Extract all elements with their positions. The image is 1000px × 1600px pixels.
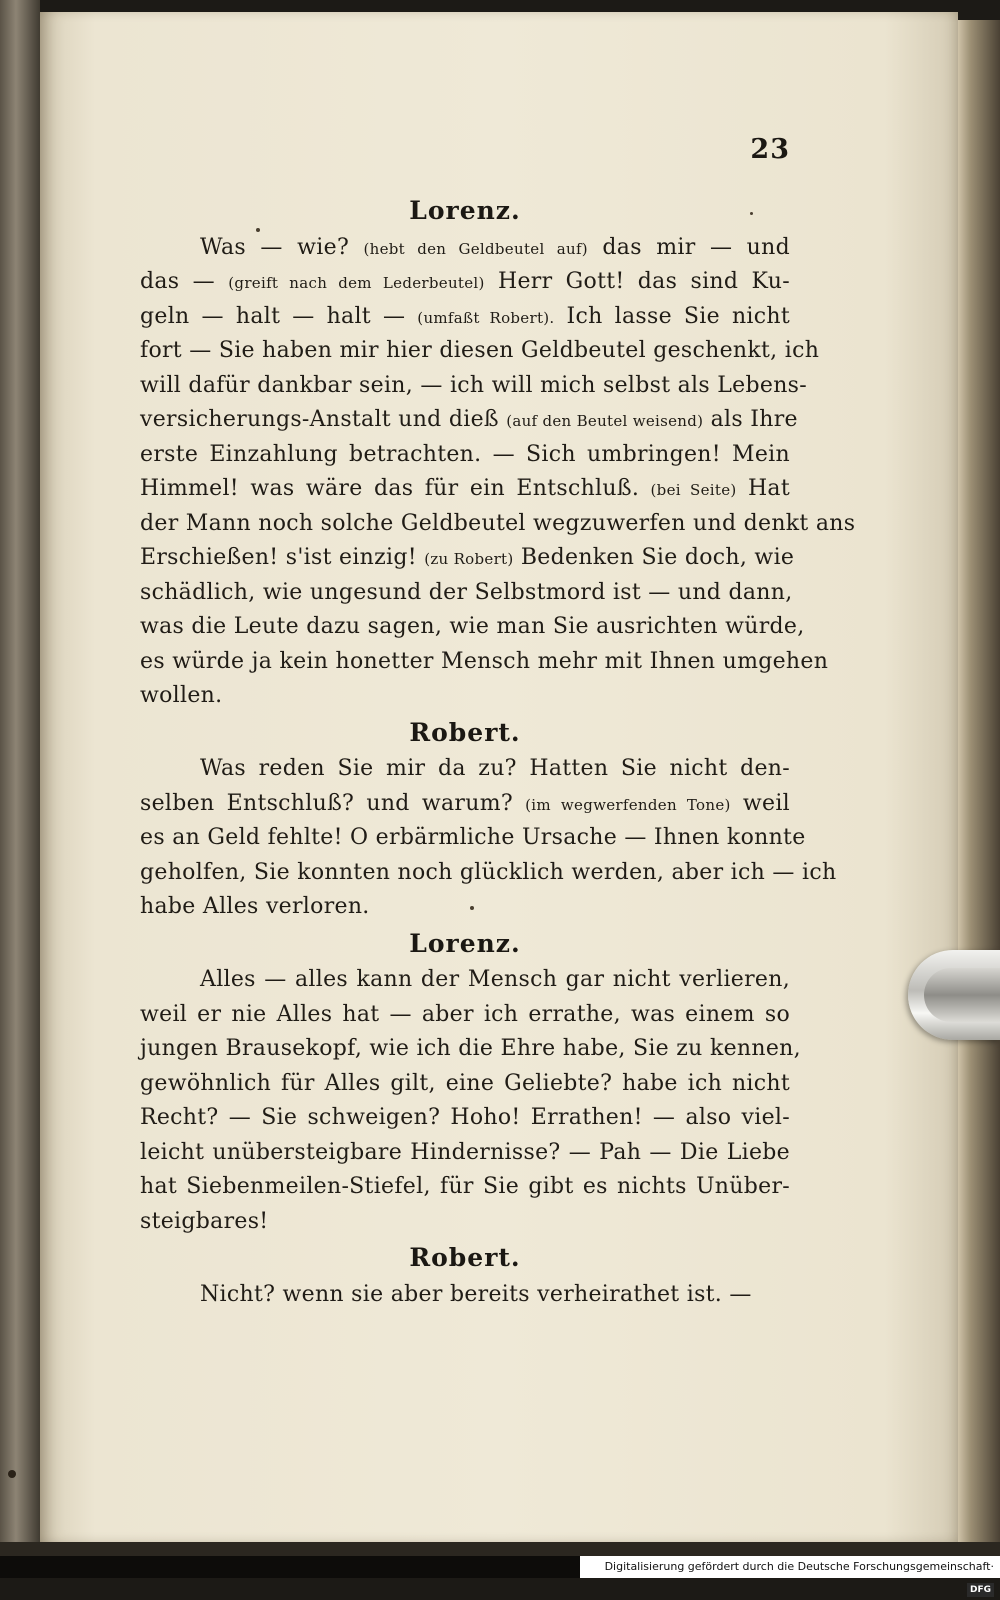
dialogue-text: Bedenken Sie doch, wie xyxy=(513,545,795,570)
page-speck xyxy=(8,1470,16,1478)
book-right-edge xyxy=(958,20,1000,1545)
text-line xyxy=(140,304,790,329)
text-line xyxy=(140,894,370,919)
dialogue-text: es würde ja kein honetter Mensch mehr mit Ihnen umgehen xyxy=(140,648,829,674)
stage-direction: (zu Robert) xyxy=(424,550,514,568)
text-line xyxy=(140,756,790,781)
dialogue-text: Was reden Sie mir da zu? Hatten Sie nicht den- xyxy=(200,756,790,781)
text-line xyxy=(140,372,808,398)
dialogue-text: Ich lasse Sie nicht xyxy=(554,303,791,329)
dialogue-text: erste Einzahlung betrachten. — Sich umbringen! Mein xyxy=(140,441,790,467)
text-line xyxy=(140,510,856,536)
dialogue-text: schädlich, wie ungesund der Selbstmord ist — und dann, xyxy=(140,579,793,605)
dialogue-text: Erschießen! s'ist einzig! xyxy=(140,545,425,570)
stage-direction: (auf den Beutel weisend) xyxy=(506,412,704,430)
dialogue-text: Himmel! was wäre das für ein Entschluß. xyxy=(140,476,651,501)
dialogue-text: Alles — alles kann der Mensch gar nicht verlieren, xyxy=(200,967,790,992)
digitization-credit: Digitalisierung gefördert durch die Deutsche Forschungsgemeinschaft·DFG xyxy=(580,1556,1000,1578)
dialogue-text: selben Entschluß? und warum? xyxy=(140,790,526,816)
speaker-name: Lorenz. xyxy=(409,928,521,958)
text-line xyxy=(140,967,790,992)
digitization-credit-text: Digitalisierung gefördert durch die Deutsche Forschungsgemeinschaft xyxy=(604,1560,991,1573)
text-line xyxy=(140,791,790,816)
dialogue-text: Hat xyxy=(736,476,790,501)
dialogue-text: fort — Sie haben mir hier diesen Geldbeutel geschenkt, ich xyxy=(140,338,820,363)
text-line xyxy=(140,1071,790,1096)
speaker-name: Robert. xyxy=(409,1243,521,1272)
dialogue-text: weil xyxy=(730,790,790,816)
dialogue-text: als Ihre xyxy=(703,407,798,432)
dialogue-text: jungen Brausekopf, wie ich die Ehre habe, Sie zu kennen, xyxy=(140,1036,801,1061)
text-line xyxy=(140,1209,268,1234)
speaker-name: Lorenz. xyxy=(409,196,521,225)
dialogue-text: leicht unübersteigbare Hindernisse? — Pah — Die Liebe xyxy=(140,1139,790,1165)
dialogue-text: geholfen, Sie konnten noch glücklich werden, aber ich — ich xyxy=(140,859,837,885)
stage-direction: (hebt den Geldbeutel auf) xyxy=(363,239,588,258)
stage-direction: (umfaßt Robert). xyxy=(417,308,555,327)
text-line xyxy=(140,648,829,674)
dialogue-text: es an Geld fehlte! O erbärmliche Ursache — Ihnen konnte xyxy=(140,825,806,850)
text-line xyxy=(140,1105,790,1130)
dialogue-text: was die Leute dazu sagen, wie man Sie ausrichten würde, xyxy=(140,614,805,639)
viewer-footer-bar xyxy=(0,1556,580,1578)
dialogue-text: habe Alles verloren. xyxy=(140,894,370,919)
dialogue-text: Herr Gott! das sind Ku- xyxy=(484,269,790,294)
text-line xyxy=(140,614,805,639)
page-speck xyxy=(256,228,260,232)
text-line xyxy=(140,1174,790,1199)
text-line xyxy=(140,476,790,501)
dialogue-text: will dafür dankbar sein, — ich will mich selbst als Lebens- xyxy=(140,372,808,398)
text-line xyxy=(140,407,798,432)
text-line xyxy=(140,338,820,363)
dialogue-text: versicherungs-Anstalt und dieß xyxy=(140,407,507,432)
bookmark-clip-inner xyxy=(924,968,1000,1022)
text-line xyxy=(140,825,806,850)
dialogue-text: wollen. xyxy=(140,683,223,708)
dfg-logo: DFG xyxy=(967,1583,994,1597)
page-number: 23 xyxy=(750,134,790,165)
dialogue-text: Was — wie? xyxy=(200,234,364,260)
stage-direction: (bei Seite) xyxy=(650,481,737,499)
book-bottom-edge xyxy=(0,1542,1000,1556)
dialogue-text: steigbares! xyxy=(140,1208,269,1234)
page-speck xyxy=(470,906,474,910)
book-left-edge xyxy=(0,0,40,1578)
text-line xyxy=(140,1140,790,1165)
text-line xyxy=(140,683,222,708)
text-line xyxy=(140,579,793,605)
text-line xyxy=(140,545,795,570)
text-line xyxy=(140,269,790,294)
dialogue-text: der Mann noch solche Geldbeutel wegzuwerfen und denkt ans xyxy=(140,510,856,536)
speaker-name: Robert. xyxy=(409,717,521,747)
text-line xyxy=(140,235,790,260)
text-line xyxy=(140,859,837,885)
dialogue-text: das mir — und xyxy=(587,234,791,260)
dialogue-text: das — xyxy=(140,269,229,294)
text-line xyxy=(140,442,790,467)
text-line xyxy=(140,1002,790,1027)
text-line xyxy=(140,1036,801,1061)
dialogue-text: Recht? — Sie schweigen? Hoho! Errathen! — also viel- xyxy=(140,1105,790,1130)
stage-direction: (greift nach dem Lederbeutel) xyxy=(228,274,485,292)
dialogue-text: geln — halt — halt — xyxy=(140,303,418,329)
dialogue-text: hat Siebenmeilen-Stiefel, für Sie gibt es nichts Unüber- xyxy=(140,1174,790,1199)
text-line xyxy=(140,1282,752,1307)
stage-direction: (im wegwerfenden Tone) xyxy=(525,795,731,814)
dialogue-text: Nicht? wenn sie aber bereits verheirathet ist. — xyxy=(200,1281,752,1307)
dialogue-text: gewöhnlich für Alles gilt, eine Geliebte? habe ich nicht xyxy=(140,1070,790,1096)
dialogue-text: weil er nie Alles hat — aber ich errathe, was einem so xyxy=(140,1001,790,1027)
